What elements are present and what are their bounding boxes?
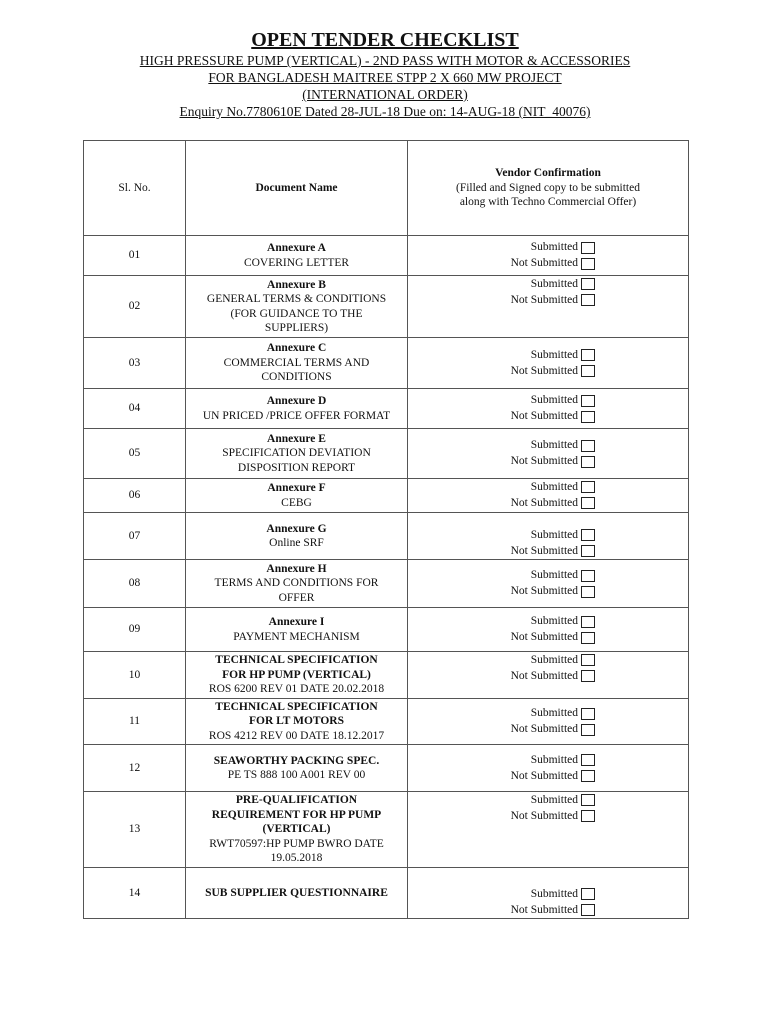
not-submitted-option xyxy=(408,495,595,511)
document-detail-line: (FOR GUIDANCE TO THE xyxy=(230,307,363,320)
table-row xyxy=(84,513,689,560)
document-title-line: Annexure H xyxy=(266,562,327,575)
table-row xyxy=(84,429,689,479)
submitted-label: Submitted xyxy=(530,348,578,361)
checklist-table xyxy=(83,140,689,919)
row-vendor-confirmation xyxy=(408,608,689,652)
table-row xyxy=(84,608,689,652)
not-submitted-checkbox[interactable] xyxy=(581,904,595,916)
row-document-name xyxy=(186,699,408,745)
submitted-option xyxy=(408,240,595,256)
row-document-name xyxy=(186,652,408,699)
header-sl-no: Sl. No. xyxy=(84,141,186,236)
submitted-checkbox[interactable] xyxy=(581,242,595,254)
submitted-label: Submitted xyxy=(530,707,578,720)
document-title-line: TECHNICAL SPECIFICATION xyxy=(215,700,378,713)
row-sl-no: 04 xyxy=(84,389,186,429)
row-sl-no: 02 xyxy=(84,276,186,338)
row-sl-no: 06 xyxy=(84,479,186,513)
document-detail-line: RWT70597:HP PUMP BWRO DATE xyxy=(209,837,384,850)
table-row xyxy=(84,560,689,608)
not-submitted-label: Not Submitted xyxy=(510,496,578,509)
submitted-checkbox[interactable] xyxy=(581,440,595,452)
not-submitted-option xyxy=(408,768,595,784)
row-document-name xyxy=(186,513,408,560)
table-row xyxy=(84,652,689,699)
document-title-line: Annexure E xyxy=(267,432,326,445)
submitted-label: Submitted xyxy=(530,569,578,582)
table-row xyxy=(84,236,689,276)
submitted-label: Submitted xyxy=(530,528,578,541)
table-row xyxy=(84,868,689,919)
document-detail-line: COVERING LETTER xyxy=(243,256,350,269)
submitted-label: Submitted xyxy=(530,753,578,766)
submitted-option xyxy=(408,792,595,808)
not-submitted-checkbox[interactable] xyxy=(581,670,595,682)
document-detail-line: DISPOSITION REPORT xyxy=(237,461,356,474)
row-document-name xyxy=(186,236,408,276)
row-vendor-confirmation xyxy=(408,236,689,276)
submitted-checkbox[interactable] xyxy=(581,754,595,766)
row-sl-no: 14 xyxy=(84,868,186,919)
not-submitted-checkbox[interactable] xyxy=(581,411,595,423)
row-sl-no: 05 xyxy=(84,429,186,479)
submitted-option xyxy=(408,393,595,409)
not-submitted-label: Not Submitted xyxy=(510,410,578,423)
vendor-confirmation-note-1: (Filled and Signed copy to be submitted xyxy=(456,181,640,194)
header-document-name: Document Name xyxy=(186,141,408,236)
document-title-line: Annexure C xyxy=(266,342,327,355)
row-document-name xyxy=(186,479,408,513)
row-vendor-confirmation xyxy=(408,745,689,792)
not-submitted-label: Not Submitted xyxy=(510,364,578,377)
row-document-name xyxy=(186,429,408,479)
vendor-confirmation-note-2: along with Techno Commercial Offer) xyxy=(459,196,637,209)
submitted-checkbox[interactable] xyxy=(581,708,595,720)
submitted-checkbox[interactable] xyxy=(581,794,595,806)
document-detail-line: PAYMENT MECHANISM xyxy=(233,630,360,643)
subtitle-line-3: (INTERNATIONAL ORDER) xyxy=(302,87,468,102)
not-submitted-label: Not Submitted xyxy=(510,257,578,270)
submitted-option xyxy=(408,568,595,584)
row-vendor-confirmation xyxy=(408,389,689,429)
not-submitted-checkbox[interactable] xyxy=(581,497,595,509)
document-title-line: PRE-QUALIFICATION xyxy=(235,794,358,807)
document-title-line: TECHNICAL SPECIFICATION xyxy=(215,654,378,667)
not-submitted-label: Not Submitted xyxy=(510,769,578,782)
document-title-line: Annexure G xyxy=(266,522,327,535)
row-document-name xyxy=(186,745,408,792)
document-detail-line: ROS 4212 REV 00 DATE 18.12.2017 xyxy=(208,729,385,742)
submitted-option xyxy=(408,347,595,363)
row-vendor-confirmation xyxy=(408,652,689,699)
document-title-line: SUB SUPPLIER QUESTIONNAIRE xyxy=(205,886,388,899)
submitted-option xyxy=(408,614,595,630)
document-detail-line: COMMERCIAL TERMS AND xyxy=(223,356,370,369)
row-document-name xyxy=(186,792,408,868)
document-title-line: Annexure I xyxy=(268,616,325,628)
submitted-label: Submitted xyxy=(530,241,578,254)
row-document-name xyxy=(186,338,408,389)
document-detail-line: TERMS AND CONDITIONS FOR xyxy=(214,577,379,590)
document-title-line: Annexure D xyxy=(266,395,327,407)
document-detail-line: PE TS 888 100 A001 REV 00 xyxy=(227,769,366,781)
not-submitted-label: Not Submitted xyxy=(510,585,578,598)
not-submitted-checkbox[interactable] xyxy=(581,586,595,598)
submitted-option xyxy=(408,886,595,902)
submitted-checkbox[interactable] xyxy=(581,616,595,628)
document-title-line: FOR HP PUMP (VERTICAL) xyxy=(222,668,371,681)
document-title-line: FOR LT MOTORS xyxy=(248,715,344,728)
row-sl-no: 13 xyxy=(84,792,186,868)
submitted-label: Submitted xyxy=(530,653,578,666)
row-document-name xyxy=(186,560,408,608)
not-submitted-label: Not Submitted xyxy=(510,455,578,468)
not-submitted-checkbox[interactable] xyxy=(581,365,595,377)
row-vendor-confirmation xyxy=(408,868,689,919)
submitted-label: Submitted xyxy=(530,793,578,806)
row-vendor-confirmation xyxy=(408,276,689,338)
row-sl-no: 07 xyxy=(84,513,186,560)
submitted-checkbox[interactable] xyxy=(581,278,595,290)
vendor-confirmation-title: Vendor Confirmation xyxy=(495,167,601,180)
document-detail-line: GENERAL TERMS & CONDITIONS xyxy=(206,293,387,305)
not-submitted-label: Not Submitted xyxy=(510,631,578,644)
not-submitted-label: Not Submitted xyxy=(510,544,578,557)
row-sl-no: 10 xyxy=(84,652,186,699)
row-document-name xyxy=(186,868,408,919)
submitted-label: Submitted xyxy=(530,439,578,452)
document-header xyxy=(0,28,770,120)
submitted-option xyxy=(408,479,595,495)
header-vendor-confirmation xyxy=(408,141,689,236)
row-sl-no: 01 xyxy=(84,236,186,276)
submitted-option xyxy=(408,527,595,543)
not-submitted-option xyxy=(408,902,595,918)
row-vendor-confirmation xyxy=(408,792,689,868)
not-submitted-checkbox[interactable] xyxy=(581,294,595,306)
not-submitted-label: Not Submitted xyxy=(510,723,578,736)
row-sl-no: 08 xyxy=(84,560,186,608)
not-submitted-checkbox[interactable] xyxy=(581,770,595,782)
page-title: OPEN TENDER CHECKLIST xyxy=(251,29,519,51)
row-sl-no: 09 xyxy=(84,608,186,652)
not-submitted-option xyxy=(408,454,595,470)
submitted-option xyxy=(408,652,595,668)
submitted-label: Submitted xyxy=(530,887,578,900)
not-submitted-label: Not Submitted xyxy=(510,903,578,916)
not-submitted-checkbox[interactable] xyxy=(581,724,595,736)
submitted-option xyxy=(408,438,595,454)
not-submitted-option xyxy=(408,543,595,559)
not-submitted-option xyxy=(408,584,595,600)
submitted-label: Submitted xyxy=(530,394,578,407)
not-submitted-label: Not Submitted xyxy=(510,293,578,306)
not-submitted-option xyxy=(408,630,595,646)
not-submitted-option xyxy=(408,256,595,272)
submitted-checkbox[interactable] xyxy=(581,570,595,582)
document-detail-line: SUPPLIERS) xyxy=(264,322,329,334)
not-submitted-option xyxy=(408,668,595,684)
table-row xyxy=(84,338,689,389)
submitted-checkbox[interactable] xyxy=(581,349,595,361)
not-submitted-label: Not Submitted xyxy=(510,809,578,822)
document-detail-line: UN PRICED /PRICE OFFER FORMAT xyxy=(202,409,391,422)
document-title-line: Annexure F xyxy=(267,482,326,494)
not-submitted-option xyxy=(408,808,595,824)
document-detail-line: SPECIFICATION DEVIATION xyxy=(222,447,371,460)
submitted-option xyxy=(408,276,595,292)
table-row xyxy=(84,276,689,338)
row-sl-no: 11 xyxy=(84,699,186,745)
document-detail-line: ROS 6200 REV 01 DATE 20.02.2018 xyxy=(208,683,385,696)
row-vendor-confirmation xyxy=(408,479,689,513)
subtitle-line-2: FOR BANGLADESH MAITREE STPP 2 X 660 MW PROJECT xyxy=(208,70,562,85)
enquiry-line: Enquiry No.7780610E Dated 28-JUL-18 Due on: 14-AUG-18 (NIT_40076) xyxy=(179,104,591,119)
document-title-line: SEAWORTHY PACKING SPEC. xyxy=(213,754,380,767)
submitted-checkbox[interactable] xyxy=(581,395,595,407)
row-sl-no: 03 xyxy=(84,338,186,389)
document-detail-line: 19.05.2018 xyxy=(270,852,323,865)
document-title-line: REQUIREMENT FOR HP PUMP xyxy=(211,808,382,821)
submitted-checkbox[interactable] xyxy=(581,481,595,493)
submitted-checkbox[interactable] xyxy=(581,529,595,541)
row-document-name xyxy=(186,608,408,652)
document-detail-line: CEBG xyxy=(281,496,312,509)
table-row xyxy=(84,699,689,745)
row-document-name xyxy=(186,276,408,338)
row-vendor-confirmation xyxy=(408,513,689,560)
not-submitted-checkbox[interactable] xyxy=(581,632,595,644)
document-detail-line: OFFER xyxy=(278,591,315,604)
document-title-line: Annexure A xyxy=(267,242,326,254)
not-submitted-option xyxy=(408,409,595,425)
submitted-label: Submitted xyxy=(530,615,578,628)
table-row xyxy=(84,389,689,429)
not-submitted-option xyxy=(408,722,595,738)
row-vendor-confirmation xyxy=(408,699,689,745)
document-detail-line: Online SRF xyxy=(269,537,324,549)
table-row xyxy=(84,745,689,792)
table-row xyxy=(84,792,689,868)
row-vendor-confirmation xyxy=(408,560,689,608)
document-detail-line: CONDITIONS xyxy=(261,371,332,384)
row-sl-no: 12 xyxy=(84,745,186,792)
not-submitted-checkbox[interactable] xyxy=(581,810,595,822)
row-vendor-confirmation xyxy=(408,338,689,389)
row-vendor-confirmation xyxy=(408,429,689,479)
not-submitted-checkbox[interactable] xyxy=(581,258,595,270)
table-row xyxy=(84,479,689,513)
subtitle-line-1: HIGH PRESSURE PUMP (VERTICAL) - 2ND PASS WITH MOTOR & ACCESSORIES xyxy=(139,53,631,68)
table-header-row xyxy=(84,141,689,236)
not-submitted-option xyxy=(408,363,595,379)
submitted-option xyxy=(408,706,595,722)
not-submitted-option xyxy=(408,292,595,308)
not-submitted-checkbox[interactable] xyxy=(581,456,595,468)
not-submitted-checkbox[interactable] xyxy=(581,545,595,557)
document-title-line: Annexure B xyxy=(267,278,326,291)
submitted-label: Submitted xyxy=(530,480,578,493)
submitted-option xyxy=(408,752,595,768)
not-submitted-label: Not Submitted xyxy=(510,669,578,682)
submitted-checkbox[interactable] xyxy=(581,654,595,666)
submitted-label: Submitted xyxy=(530,277,578,290)
document-title-line: (VERTICAL) xyxy=(262,823,331,836)
submitted-checkbox[interactable] xyxy=(581,888,595,900)
row-document-name xyxy=(186,389,408,429)
